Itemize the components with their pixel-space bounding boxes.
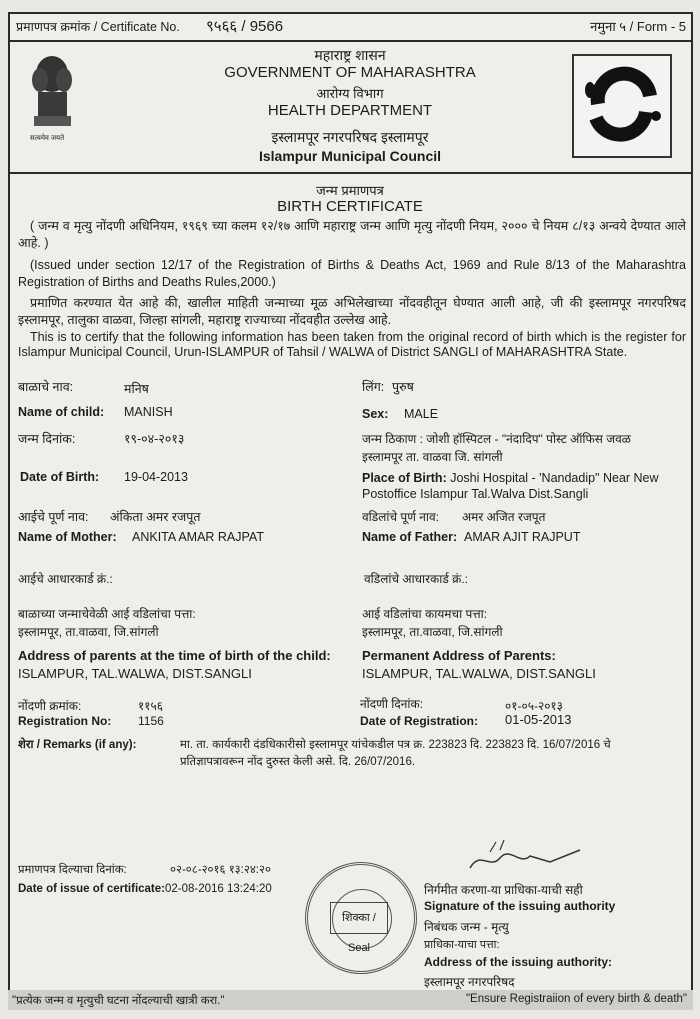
father-aadhar-label: वडिलांचे आधारकार्ड क्रं.:: [364, 572, 469, 586]
dob-label: Date of Birth:: [20, 470, 100, 484]
signature-icon: [460, 840, 590, 880]
permanent-address-label: Permanent Address of Parents:: [362, 648, 556, 663]
pob-value: Joshi Hospital - 'Nandadip" Near New: [450, 471, 659, 485]
issue-date: 02-08-2016 13:24:20: [164, 883, 272, 895]
birth-address-mr-label: बाळाच्या जन्माचेवेळी आई वडिलांचा पत्ता:: [18, 607, 196, 621]
sex: MALE: [404, 407, 439, 421]
registrar-mr: निबंधक जन्म - मृत्यु: [424, 920, 509, 934]
child-name-mr: मनिष: [124, 382, 149, 396]
dob: 19-04-2013: [124, 470, 188, 484]
divider: [8, 40, 693, 42]
permanent-address: ISLAMPUR, TAL.WALWA, DIST.SANGLI: [362, 666, 596, 681]
mother-aadhar-label: आईचे आधारकार्ड क्रं.:: [18, 572, 113, 586]
father-name-label: Name of Father:: [362, 530, 458, 544]
pob-line2: Postoffice Islampur Tal.Walva Dist.Sangli: [362, 487, 589, 501]
issued-under-mr: ( जन्म व मृत्यु नोंदणी अधिनियम, १९६९ च्या कलम १२/१७ आणि महाराष्ट्र जन्म आणि मृत्यु नोंदणी नियम, २००० चे नियम ८/१३ अन्वये देण्यात आले आहे. ): [18, 219, 686, 250]
sex-mr: पुरुष: [392, 380, 414, 394]
dob-mr-label: जन्म दिनांक:: [18, 432, 76, 446]
authority-address-mr-label: प्राधिका-याचा पत्ता:: [424, 939, 500, 951]
authority-address-label: Address of the issuing authority:: [424, 955, 613, 969]
child-name-mr-label: बाळाचे नाव:: [18, 380, 74, 394]
dob-mr: १९-०४-२०१३: [124, 432, 185, 446]
remarks-line2: प्रतिज्ञापत्रावरून नोंद दुरुस्त केली असे. दि. 26/07/2016.: [180, 756, 416, 768]
pob-line1: [362, 471, 659, 485]
pob-mr-line2: इस्लामपूर ता. वाळवा जि. सांगली: [362, 450, 503, 464]
emblem-motto: सत्यमेव जयते: [30, 135, 65, 142]
footer-bar: [8, 990, 693, 1010]
certify-mr: प्रमाणित करण्यात येत आहे की, खालील माहिती जन्माच्या मूळ अभिलेखाच्या नोंदवहीतून घेण्यात आली आहे, जी की इस्लामपूर नगरपरिषद इस्लामपूर, तालुका वाळवा, जिल्हा सांगली, महाराष्ट्र राज्याच्या नोंदवहीत उल्लेख आहे.: [18, 296, 686, 327]
child-name-label: Name of child:: [18, 405, 105, 419]
reg-date: 01-05-2013: [505, 712, 572, 727]
footer-slogan-en: "Ensure Registraiion of every birth & death": [465, 993, 687, 1005]
certificate-title-mr: जन्म प्रमाणपत्र: [316, 183, 384, 198]
gov-title-mr: महाराष्ट्र शासन: [314, 47, 386, 63]
father-name-mr: अमर अजित रजपूत: [462, 510, 546, 524]
divider: [8, 172, 693, 174]
reg-date-mr-label: नोंदणी दिनांक:: [360, 697, 424, 711]
reg-no-mr: ११५६: [138, 699, 163, 713]
reg-no: 1156: [138, 714, 164, 728]
mother-name-mr: अंकिता अमर रजपूत: [110, 510, 201, 524]
seal-label: शिक्का / Seal: [330, 902, 388, 934]
child-name: MANISH: [124, 405, 173, 419]
father-name-mr-label: वडिलांचे पूर्ण नाव:: [362, 510, 439, 524]
dept-title-en: HEALTH DEPARTMENT: [267, 102, 433, 119]
pob-label: Place of Birth:: [362, 471, 447, 485]
signature-mr-label: निर्गमीत करणा-या प्राधिका-याची सही: [424, 883, 583, 897]
issue-date-line: [18, 883, 272, 895]
sex-mr-label: लिंग:: [362, 380, 385, 394]
council-title-en: Islampur Municipal Council: [258, 148, 442, 164]
footer-slogan-mr: "प्रत्येक जन्म व मृत्युची घटना नोंदल्याची खात्री करा.": [12, 995, 225, 1007]
form-number: नमुना ५ / Form - 5: [590, 19, 686, 34]
council-title-mr: इस्लामपूर नगरपरिषद इस्लामपूर: [271, 129, 429, 145]
remarks-line1: मा. ता. कार्यकारी दंडधिकारीसो इस्लामपूर यांचेकडील पत्र क्र. 223823 दि. 223823 दि. 16/07/2016 चे: [180, 739, 611, 751]
sex-label: Sex:: [362, 407, 389, 421]
signature-label: Signature of the issuing authority: [424, 899, 616, 913]
remarks-label: शेरा / Remarks (if any):: [18, 739, 137, 751]
father-name: AMAR AJIT RAJPUT: [464, 530, 581, 544]
certificate-title-en: BIRTH CERTIFICATE: [277, 198, 423, 215]
certify-en: This is to certify that the following information has been taken from the original record of birth which is the register for Islampur Municipal Council, Urun-ISLAMPUR of Tahsil / WALWA of District SANGLI of MAHARASHTRA State.: [18, 330, 686, 359]
reg-no-label: Registration No:: [18, 714, 112, 728]
birth-address-label: Address of parents at the time of birth of the child:: [18, 648, 331, 663]
issue-date-mr-label: प्रमाणपत्र दिल्याचा दिनांक:: [18, 864, 127, 876]
reg-no-mr-label: नोंदणी क्रमांक:: [18, 699, 82, 713]
permanent-address-mr: इस्लामपूर, ता.वाळवा, जि.सांगली: [362, 625, 503, 639]
pob-mr-line1: जन्म ठिकाण : जोशी हॉस्पिटल - "नंदादिप" पोस्ट ऑफिस जवळ: [362, 432, 631, 446]
birth-address: ISLAMPUR, TAL.WALWA, DIST.SANGLI: [18, 666, 252, 681]
authority-address: इस्लामपूर नगरपरिषद: [424, 975, 515, 989]
mother-name: ANKITA AMAR RAJPAT: [132, 530, 264, 544]
dept-title-mr: आरोग्य विभाग: [316, 86, 384, 101]
mother-name-label: Name of Mother:: [18, 530, 117, 544]
cert-no-label: प्रमाणपत्र क्रमांक / Certificate No.: [16, 20, 180, 34]
issue-date-mr: ०२-०८-२०१६ १३:२४:२०: [170, 864, 271, 876]
cert-no-value: ९५६६ / 9566: [206, 18, 284, 35]
permanent-address-mr-label: आई वडिलांचा कायमचा पत्ता:: [362, 607, 488, 621]
reg-date-label: Date of Registration:: [360, 714, 479, 728]
issue-date-label: Date of issue of certificate:: [18, 883, 165, 895]
issued-under-en: (Issued under section 12/17 of the Registration of Births & Deaths Act, 1969 and Rule 8/13 of the Maharashtra Registration of Births and Deaths Rules,2000.): [18, 258, 686, 289]
mother-name-mr-label: आईचे पूर्ण नाव:: [18, 510, 89, 524]
birth-address-mr: इस्लामपूर, ता.वाळवा, जि.सांगली: [18, 625, 159, 639]
gov-title-en: GOVERNMENT OF MAHARASHTRA: [224, 64, 476, 81]
reg-date-mr: ०१-०५-२०१३: [505, 699, 563, 713]
